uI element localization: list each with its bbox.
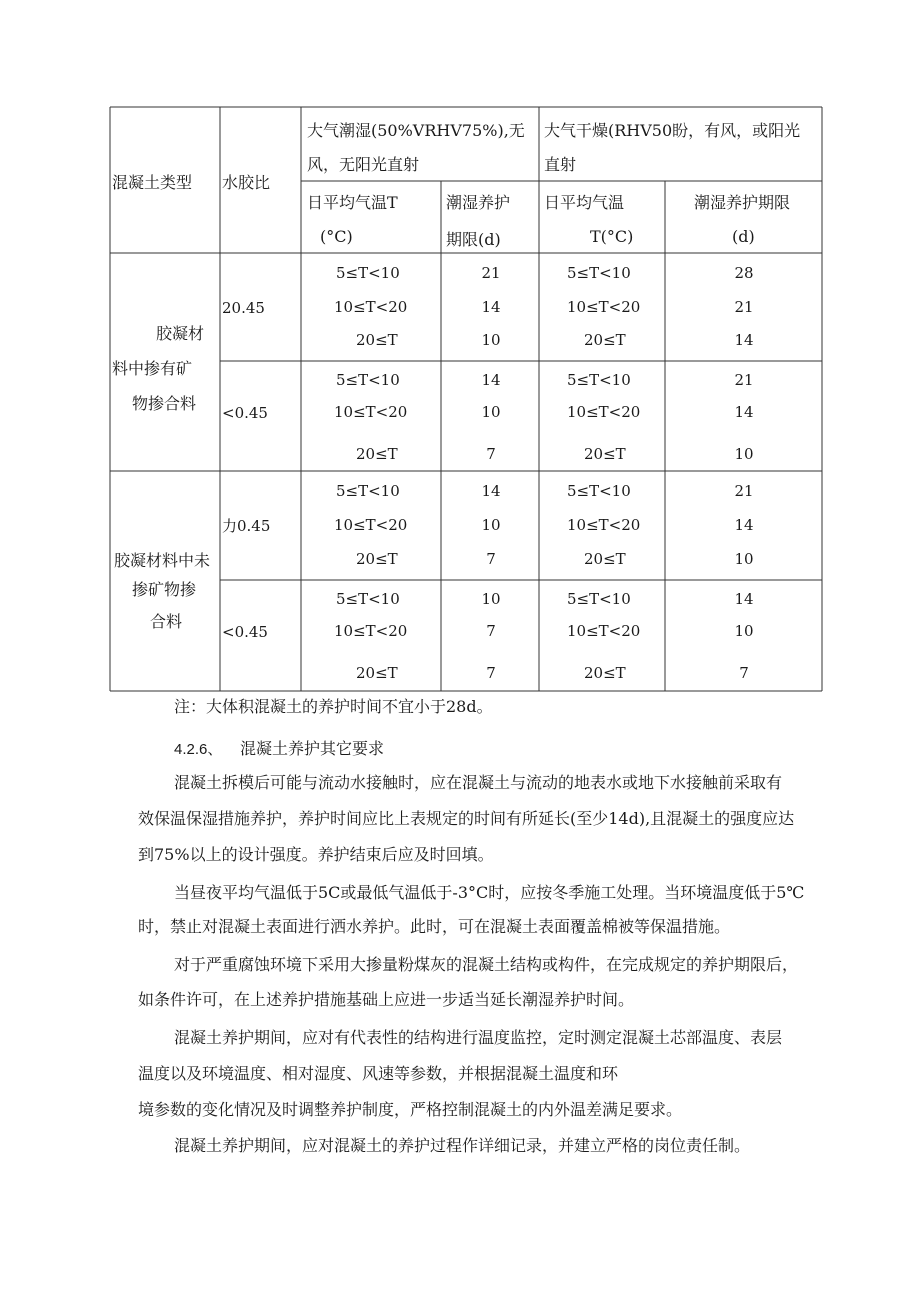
period-cell: 10 xyxy=(734,622,754,640)
group1-label-line2: 料中掺有矿 xyxy=(112,359,193,378)
paragraph-line: 混凝土养护期间，应对有代表性的结构进行温度监控，定时测定混凝土芯部温度、表层 xyxy=(174,1028,783,1047)
period-cell: 21 xyxy=(734,482,754,500)
temp-range-cell: 10≤T<20 xyxy=(334,298,408,316)
ratio-cell: <0.45 xyxy=(222,623,268,641)
temp-range-cell: 20≤T xyxy=(356,550,398,568)
temp-range-cell: 20≤T xyxy=(356,331,398,349)
paragraph-line: 温度以及环境温度、相对湿度、风速等参数，并根据混凝土温度和环 xyxy=(138,1064,619,1083)
temp-range-cell: 20≤T xyxy=(584,445,626,463)
group1-label-line3: 物掺合料 xyxy=(132,394,197,413)
period-cell: 14 xyxy=(481,298,501,316)
header-dry-line2: 直射 xyxy=(544,155,577,174)
temp-range-cell: 5≤T<10 xyxy=(336,590,400,608)
temp-range-cell: 5≤T<10 xyxy=(336,264,400,282)
temp-range-cell: 10≤T<20 xyxy=(334,516,408,534)
period-cell: 10 xyxy=(481,331,501,349)
header-period-b-line2: (d) xyxy=(732,227,755,246)
period-cell: 10 xyxy=(734,550,754,568)
period-cell: 14 xyxy=(734,590,754,608)
ratio-cell: 20.45 xyxy=(222,299,265,317)
temp-range-cell: 10≤T<20 xyxy=(567,403,641,421)
paragraph-line: 混凝土养护期间，应对混凝土的养护过程作详细记录，并建立严格的岗位责任制。 xyxy=(174,1136,751,1155)
table-note: 注：大体积混凝土的养护时间不宜小于28d。 xyxy=(174,697,493,716)
header-concrete-type: 混凝土类型 xyxy=(112,173,193,192)
period-cell: 14 xyxy=(481,371,501,389)
ratio-cell: 力0.45 xyxy=(222,517,271,535)
header-period-b-line1: 潮湿养护期限 xyxy=(694,193,791,212)
group2-label-line1: 胶凝材料中未 xyxy=(114,551,211,570)
paragraph-line: 混凝土拆模后可能与流动水接触时，应在混凝土与流动的地表水或地下水接触前采取有 xyxy=(174,773,783,792)
temp-range-cell: 10≤T<20 xyxy=(567,516,641,534)
paragraph-line: 对于严重腐蚀环境下采用大掺量粉煤灰的混凝土结构或构件，在完成规定的养护期限后， xyxy=(174,955,799,974)
temp-range-cell: 20≤T xyxy=(356,664,398,682)
period-cell: 21 xyxy=(734,371,754,389)
header-avg-temp-b-line2: T(°C) xyxy=(590,227,634,246)
temp-range-cell: 5≤T<10 xyxy=(567,371,631,389)
header-dry-line1: 大气干燥(RHV50盼，有风，或阳光 xyxy=(544,121,801,140)
period-cell: 10 xyxy=(481,590,501,608)
period-cell: 7 xyxy=(486,664,496,682)
period-cell: 28 xyxy=(734,264,754,282)
temp-range-cell: 20≤T xyxy=(584,664,626,682)
temp-range-cell: 10≤T<20 xyxy=(567,622,641,640)
period-cell: 14 xyxy=(734,403,754,421)
group1-label-line1: 胶凝材 xyxy=(156,324,205,343)
period-cell: 10 xyxy=(481,403,501,421)
section-number: 4.2.6、 xyxy=(174,741,223,758)
header-water-binder-ratio: 水胶比 xyxy=(222,173,271,192)
header-period-a-line2: 期限(d) xyxy=(446,230,501,249)
temp-range-cell: 5≤T<10 xyxy=(567,482,631,500)
temp-range-cell: 20≤T xyxy=(356,445,398,463)
temp-range-cell: 5≤T<10 xyxy=(567,264,631,282)
temp-range-cell: 5≤T<10 xyxy=(336,482,400,500)
section-title: 混凝土养护其它要求 xyxy=(240,739,385,758)
paragraph-line: 效保温保湿措施养护，养护时间应比上表规定的时间有所延长(至少14d),且混凝土的强度应达 xyxy=(138,809,795,828)
group2-label-line2: 掺矿物掺 xyxy=(132,580,197,599)
period-cell: 14 xyxy=(734,331,754,349)
ratio-cell: <0.45 xyxy=(222,404,268,422)
period-cell: 7 xyxy=(486,445,496,463)
paragraph-line: 境参数的变化情况及时调整养护制度，严格控制混凝土的内外温差满足要求。 xyxy=(138,1100,683,1119)
temp-range-cell: 20≤T xyxy=(584,550,626,568)
period-cell: 10 xyxy=(734,445,754,463)
header-avg-temp-a-line1: 日平均气温T xyxy=(307,193,398,212)
header-avg-temp-b-line1: 日平均气温 xyxy=(544,193,625,212)
group2-label-line3: 合料 xyxy=(150,612,183,631)
temp-range-cell: 10≤T<20 xyxy=(334,403,408,421)
period-cell: 10 xyxy=(481,516,501,534)
paragraph-line: 到75%以上的设计强度。养护结束后应及时回填。 xyxy=(138,845,494,864)
period-cell: 21 xyxy=(481,264,501,282)
header-avg-temp-a-line2: (°C) xyxy=(320,227,353,246)
period-cell: 14 xyxy=(481,482,501,500)
period-cell: 14 xyxy=(734,516,754,534)
header-period-a-line1: 潮湿养护 xyxy=(446,193,511,212)
temp-range-cell: 5≤T<10 xyxy=(567,590,631,608)
paragraph-line: 如条件许可，在上述养护措施基础上应进一步适当延长潮湿养护时间。 xyxy=(138,990,635,1009)
header-humid-line1: 大气潮湿(50%VRHV75%),无 xyxy=(307,121,525,140)
period-cell: 21 xyxy=(734,298,754,316)
period-cell: 7 xyxy=(486,550,496,568)
temp-range-cell: 10≤T<20 xyxy=(567,298,641,316)
paragraph-line: 当昼夜平均气温低于5C或最低气温低于-3°C时，应按冬季施工处理。当环境温度低于5℃ xyxy=(174,883,805,902)
temp-range-cell: 20≤T xyxy=(584,331,626,349)
temp-range-cell: 10≤T<20 xyxy=(334,622,408,640)
period-cell: 7 xyxy=(486,622,496,640)
header-humid-line2: 风，无阳光直射 xyxy=(307,155,420,174)
paragraph-line: 时，禁止对混凝土表面进行洒水养护。此时，可在混凝土表面覆盖棉被等保温措施。 xyxy=(138,917,731,936)
period-cell: 7 xyxy=(739,664,749,682)
temp-range-cell: 5≤T<10 xyxy=(336,371,400,389)
